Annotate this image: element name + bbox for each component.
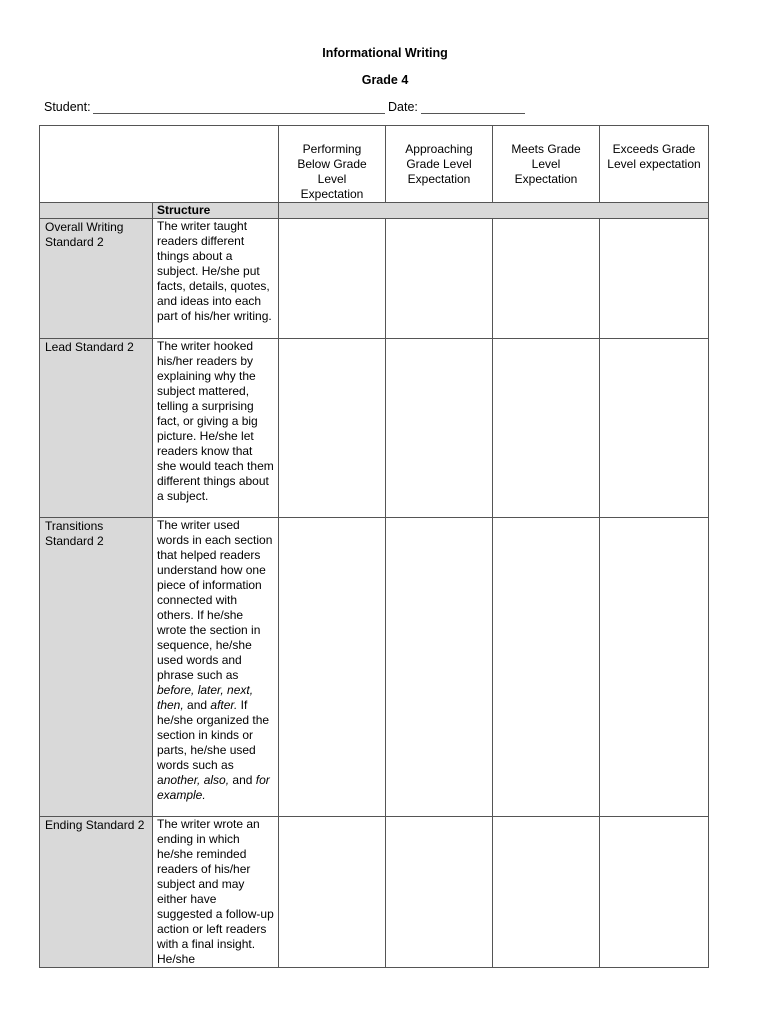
row-label-lead: Lead Standard 2 [40,339,153,518]
score-cell-below[interactable] [279,518,386,817]
table-row [40,219,709,339]
date-label: Date: [388,100,418,114]
example-words: before, later, next, then, [157,683,254,712]
section-blank-cell [40,203,153,219]
score-cell-approaching[interactable] [386,339,493,518]
grade-title: Grade 4 [361,73,409,87]
row-description: The writer taught readers different things about a subject. He/she put facts, details, quotes, and ideas into each part of his/her writing. [153,219,279,339]
score-cell-below[interactable] [279,219,386,339]
score-cell-meets[interactable] [493,817,600,968]
description-text: and [229,773,256,787]
student-name-blank[interactable] [93,113,385,114]
section-fill [279,203,709,219]
table-row [40,817,709,968]
table-row [40,339,709,518]
rubric-table [39,125,709,968]
column-header-below: Performing Below Grade Level Expectation [279,126,386,203]
table-row [40,518,709,817]
score-cell-exceeds[interactable] [600,518,709,817]
score-cell-exceeds[interactable] [600,339,709,518]
example-words: after. [210,698,238,712]
row-label-transitions: Transitions Standard 2 [40,518,153,817]
section-label: Structure [153,203,279,219]
row-label-overall: Overall Writing Standard 2 [40,219,153,339]
column-header-meets: Meets Grade Level Expectation [493,126,600,203]
row-description: The writer hooked his/her readers by explaining why the subject mattered, telling a surprising fact, or giving a big picture. He/she let readers know that she would teach them different things about a subject. [153,339,279,518]
score-cell-exceeds[interactable] [600,219,709,339]
score-cell-meets[interactable] [493,219,600,339]
blank-header-cell [40,126,279,203]
column-header-approaching: Approaching Grade Level Expectation [386,126,493,203]
row-label-ending: Ending Standard 2 [40,817,153,968]
example-words: nother, also, [163,773,230,787]
description-text: The writer used words in each section that helped readers understand how one piece of information connected with others. If he/she wrote the section in sequence, he/she used words and phrase such as [157,518,273,682]
score-cell-exceeds[interactable] [600,817,709,968]
row-description [153,518,279,817]
student-label: Student: [44,100,91,114]
score-cell-below[interactable] [279,817,386,968]
description-text: If he/she organized the section in kinds or parts, he/she used words such as a [157,698,270,787]
column-header-exceeds: Exceeds Grade Level expectation [600,126,709,203]
column-header-row [40,126,709,203]
score-cell-approaching[interactable] [386,817,493,968]
description-text: and [183,698,211,712]
row-description: The writer wrote an ending in which he/she reminded readers of his/her subject and may either have suggested a follow-up action or left readers with a final insight. He/she [153,817,279,968]
score-cell-meets[interactable] [493,339,600,518]
score-cell-approaching[interactable] [386,518,493,817]
date-blank[interactable] [421,113,525,114]
document-title: Informational Writing [322,46,448,60]
section-row [40,203,709,219]
example-words: for example. [157,773,270,802]
score-cell-approaching[interactable] [386,219,493,339]
score-cell-meets[interactable] [493,518,600,817]
score-cell-below[interactable] [279,339,386,518]
